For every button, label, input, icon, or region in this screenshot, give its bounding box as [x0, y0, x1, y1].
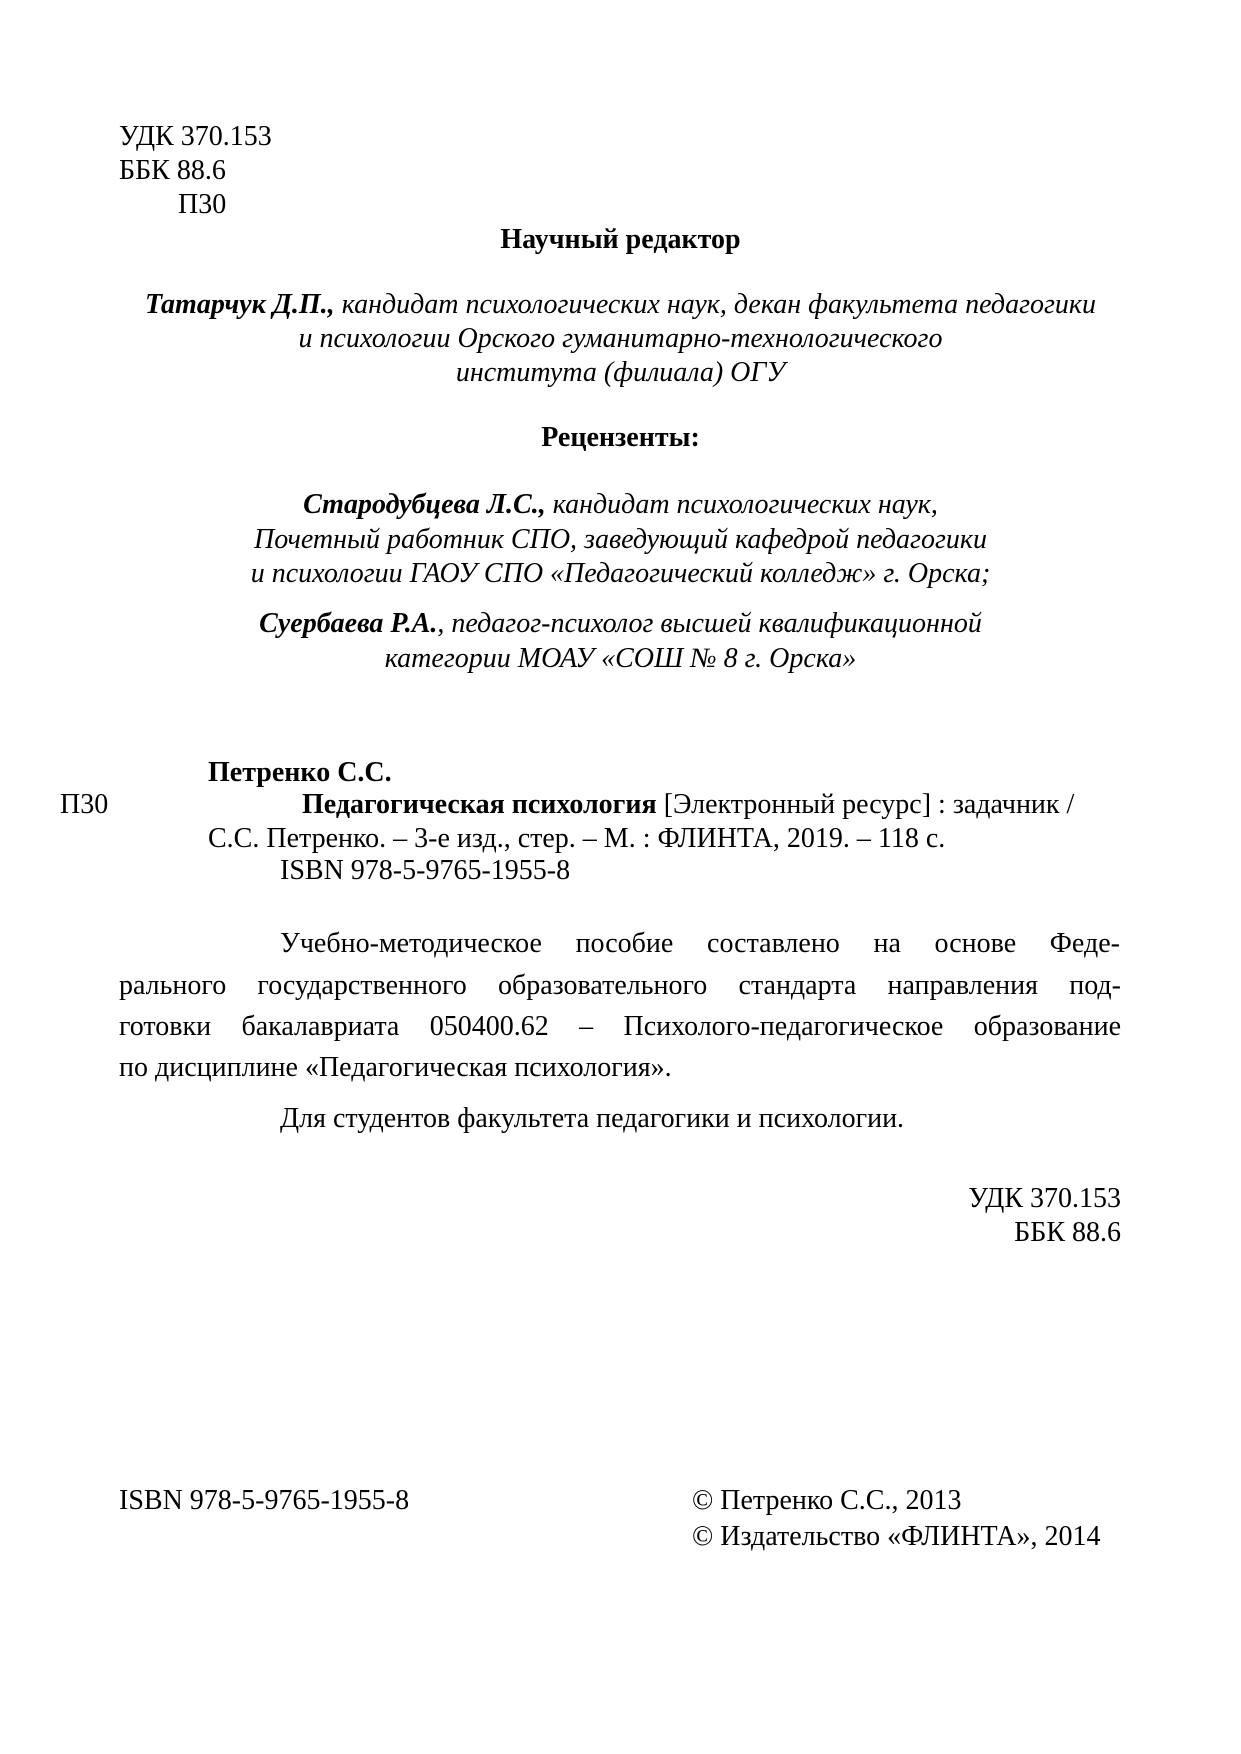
bottom-udk-code: УДК 370.153	[968, 1183, 1121, 1214]
bottom-bbk-code: ББК 88.6	[1014, 1217, 1121, 1248]
author-code: П30	[178, 189, 227, 220]
reviewer1-desc-1: кандидат психологических наук,	[552, 489, 938, 520]
catalog-author: Петренко С.С.	[208, 757, 392, 788]
scientific-editor-desc-3: института (филиала) ОГУ	[455, 357, 786, 388]
annotation-line-2: рального государственного образовательного стандарта направления под-	[119, 970, 1121, 1001]
scientific-editor-heading: Научный редактор	[500, 224, 741, 255]
annotation-audience: Для студентов факультета педагогики и психологии.	[280, 1103, 905, 1134]
udk-code: УДК 370.153	[119, 121, 272, 152]
reviewer2-desc-1: , педагог-психолог высшей квалификационной	[437, 608, 982, 639]
annotation-line-4: по дисциплине «Педагогическая психология».	[119, 1052, 672, 1083]
catalog-title: Педагогическая психология	[302, 789, 657, 820]
catalog-title-rest: [Электронный ресурс] : задачник /	[663, 789, 1075, 820]
bbk-code: ББК 88.6	[119, 155, 226, 186]
reviewer2-line-1	[0, 605, 1241, 643]
catalog-code: П30	[60, 789, 109, 820]
scientific-editor-name: Татарчук Д.П.,	[144, 289, 335, 320]
scientific-editor-desc-2: и психологии Орского гуманитарно-технологического	[298, 323, 943, 354]
footer-copyright-author: © Петренко С.С., 2013	[692, 1485, 962, 1516]
scientific-editor-line-1	[0, 286, 1241, 324]
reviewers-heading: Рецензенты:	[541, 422, 700, 453]
reviewer1-desc-3: и психологии ГАОУ СПО «Педагогический колледж» г. Орска;	[250, 558, 991, 589]
reviewer1-name: Стародубцева Л.С.,	[303, 489, 546, 520]
scientific-editor-desc-1: кандидат психологических наук, декан факультета педагогики	[341, 289, 1097, 320]
footer-copyright-publisher: © Издательство «ФЛИНТА», 2014	[692, 1521, 1101, 1552]
reviewer1-line-1	[0, 486, 1241, 524]
reviewer1-desc-2: Почетный работник СПО, заведующий кафедрой педагогики	[254, 524, 987, 555]
footer-isbn: ISBN 978-5-9765-1955-8	[119, 1485, 410, 1516]
catalog-title-line	[302, 786, 1074, 824]
annotation-line-1: Учебно-методическое пособие составлено на основе Феде-	[280, 928, 1120, 959]
catalog-isbn: ISBN 978-5-9765-1955-8	[280, 855, 571, 886]
reviewer2-desc-2: категории МОАУ «СОШ № 8 г. Орска»	[384, 643, 857, 674]
reviewer2-name: Суербаева Р.А.	[259, 608, 438, 639]
annotation-line-3: готовки бакалавриата 050400.62 – Психолого-педагогическое образование	[119, 1011, 1121, 1042]
catalog-line-2: С.С. Петренко. – 3-е изд., стер. – М. : ФЛИНТА, 2019. – 118 с.	[208, 823, 946, 854]
